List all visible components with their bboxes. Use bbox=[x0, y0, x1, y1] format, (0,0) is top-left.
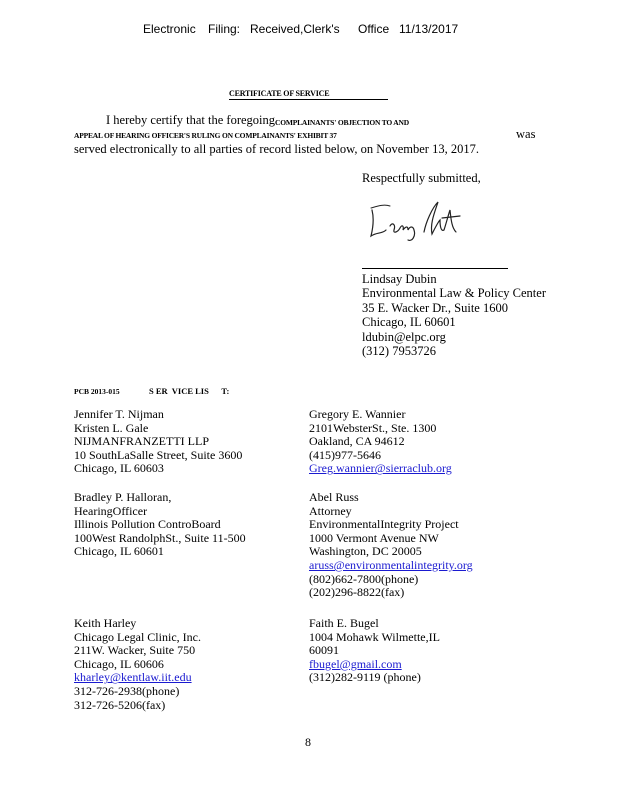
party-line: (415)977-5646 bbox=[309, 447, 381, 462]
party-nijman bbox=[74, 408, 242, 476]
service-list-heading: S ER VICE LIS T: bbox=[149, 386, 230, 396]
party-line: Chicago, IL 60606 bbox=[74, 656, 164, 671]
party-wannier bbox=[309, 408, 452, 476]
party-line: Chicago, IL 60601 bbox=[74, 544, 164, 559]
party-line: Chicago Legal Clinic, Inc. bbox=[74, 629, 201, 644]
signer-address2: Chicago, IL 60601 bbox=[362, 315, 456, 330]
party-halloran bbox=[74, 491, 246, 559]
party-line: (312)282-9119 (phone) bbox=[309, 670, 421, 685]
party-line: (802)662-7800(phone) bbox=[309, 571, 419, 586]
signer-email: ldubin@elpc.org bbox=[362, 329, 446, 344]
case-number: PCB 2013-015 bbox=[74, 387, 120, 396]
handwritten-signature bbox=[368, 196, 468, 248]
party-line: Keith Harley bbox=[74, 616, 137, 630]
party-line: Gregory E. Wannier bbox=[309, 407, 406, 421]
header-filing: Filing: bbox=[208, 22, 241, 36]
header-received: Received,Clerk's bbox=[250, 22, 340, 36]
title-underline bbox=[229, 99, 388, 100]
header-office: Office bbox=[358, 22, 390, 36]
party-line: Attorney bbox=[309, 503, 352, 518]
party-line: Bradley P. Halloran, bbox=[74, 490, 172, 504]
signer-block bbox=[362, 272, 546, 358]
signer-phone: (312) 7953726 bbox=[362, 344, 436, 359]
party-line: 1000 Vermont Avenue NW bbox=[309, 530, 439, 545]
party-line: 60091 bbox=[309, 643, 339, 658]
doc-title-line2: APPEAL OF HEARING OFFICER'S RULING ON COMPLAINANTS' EXHIBIT 37 bbox=[74, 131, 337, 140]
party-line: 211W. Wacker, Suite 750 bbox=[74, 643, 196, 658]
party-line: 2101WebsterSt., Ste. 1300 bbox=[309, 420, 437, 435]
party-line: 1004 Mohawk Wilmette,IL bbox=[309, 629, 440, 644]
header-date: 11/13/2017 bbox=[399, 22, 459, 36]
signer-name: Lindsay Dubin bbox=[362, 272, 437, 286]
party-line: Kristen L. Gale bbox=[74, 420, 149, 435]
email-link[interactable]: fbugel@gmail.com bbox=[309, 656, 402, 671]
email-link[interactable]: Greg.wannier@sierraclub.org bbox=[309, 461, 452, 476]
party-line: Illinois Pollution ControBoard bbox=[74, 517, 221, 532]
party-line: 10 SouthLaSalle Street, Suite 3600 bbox=[74, 447, 243, 462]
doc-title-line1: COMPLAINANTS' OBJECTION TO AND bbox=[275, 118, 409, 127]
certificate-title: CERTIFICATE OF SERVICE bbox=[229, 89, 330, 98]
party-line: (202)296-8822(fax) bbox=[309, 585, 405, 600]
party-line: Faith E. Bugel bbox=[309, 616, 379, 630]
party-line: EnvironmentalIntegrity Project bbox=[309, 517, 459, 532]
party-line: 312-726-2938(phone) bbox=[74, 683, 180, 698]
party-line: Chicago, IL 60603 bbox=[74, 461, 164, 476]
party-line: 312-726-5206(fax) bbox=[74, 697, 166, 712]
page-number: 8 bbox=[305, 735, 311, 749]
header-electronic: Electronic bbox=[143, 22, 196, 36]
signer-org: Environmental Law & Policy Center bbox=[362, 286, 546, 301]
party-russ bbox=[309, 491, 473, 600]
party-line: HearingOfficer bbox=[74, 503, 148, 518]
closing-text: Respectfully submitted, bbox=[362, 171, 481, 185]
signature-line bbox=[362, 268, 508, 269]
party-line: NIJMANFRANZETTI LLP bbox=[74, 434, 209, 449]
signer-address1: 35 E. Wacker Dr., Suite 1600 bbox=[362, 300, 508, 315]
party-line: Washington, DC 20005 bbox=[309, 544, 422, 559]
was-word: was bbox=[516, 127, 536, 141]
party-line: 100West RandolphSt., Suite 11-500 bbox=[74, 530, 246, 545]
party-bugel bbox=[309, 617, 440, 685]
email-link[interactable]: aruss@environmentalintegrity.org bbox=[309, 557, 473, 572]
email-link[interactable]: kharley@kentlaw.iit.edu bbox=[74, 670, 192, 685]
party-line: Abel Russ bbox=[309, 490, 359, 504]
certify-prefix: I hereby certify that the foregoing bbox=[106, 113, 276, 127]
party-harley bbox=[74, 617, 201, 712]
party-line: Oakland, CA 94612 bbox=[309, 434, 405, 449]
served-statement: served electronically to all parties of record listed below, on November 13, 2017. bbox=[74, 142, 479, 156]
party-line: Jennifer T. Nijman bbox=[74, 407, 164, 421]
